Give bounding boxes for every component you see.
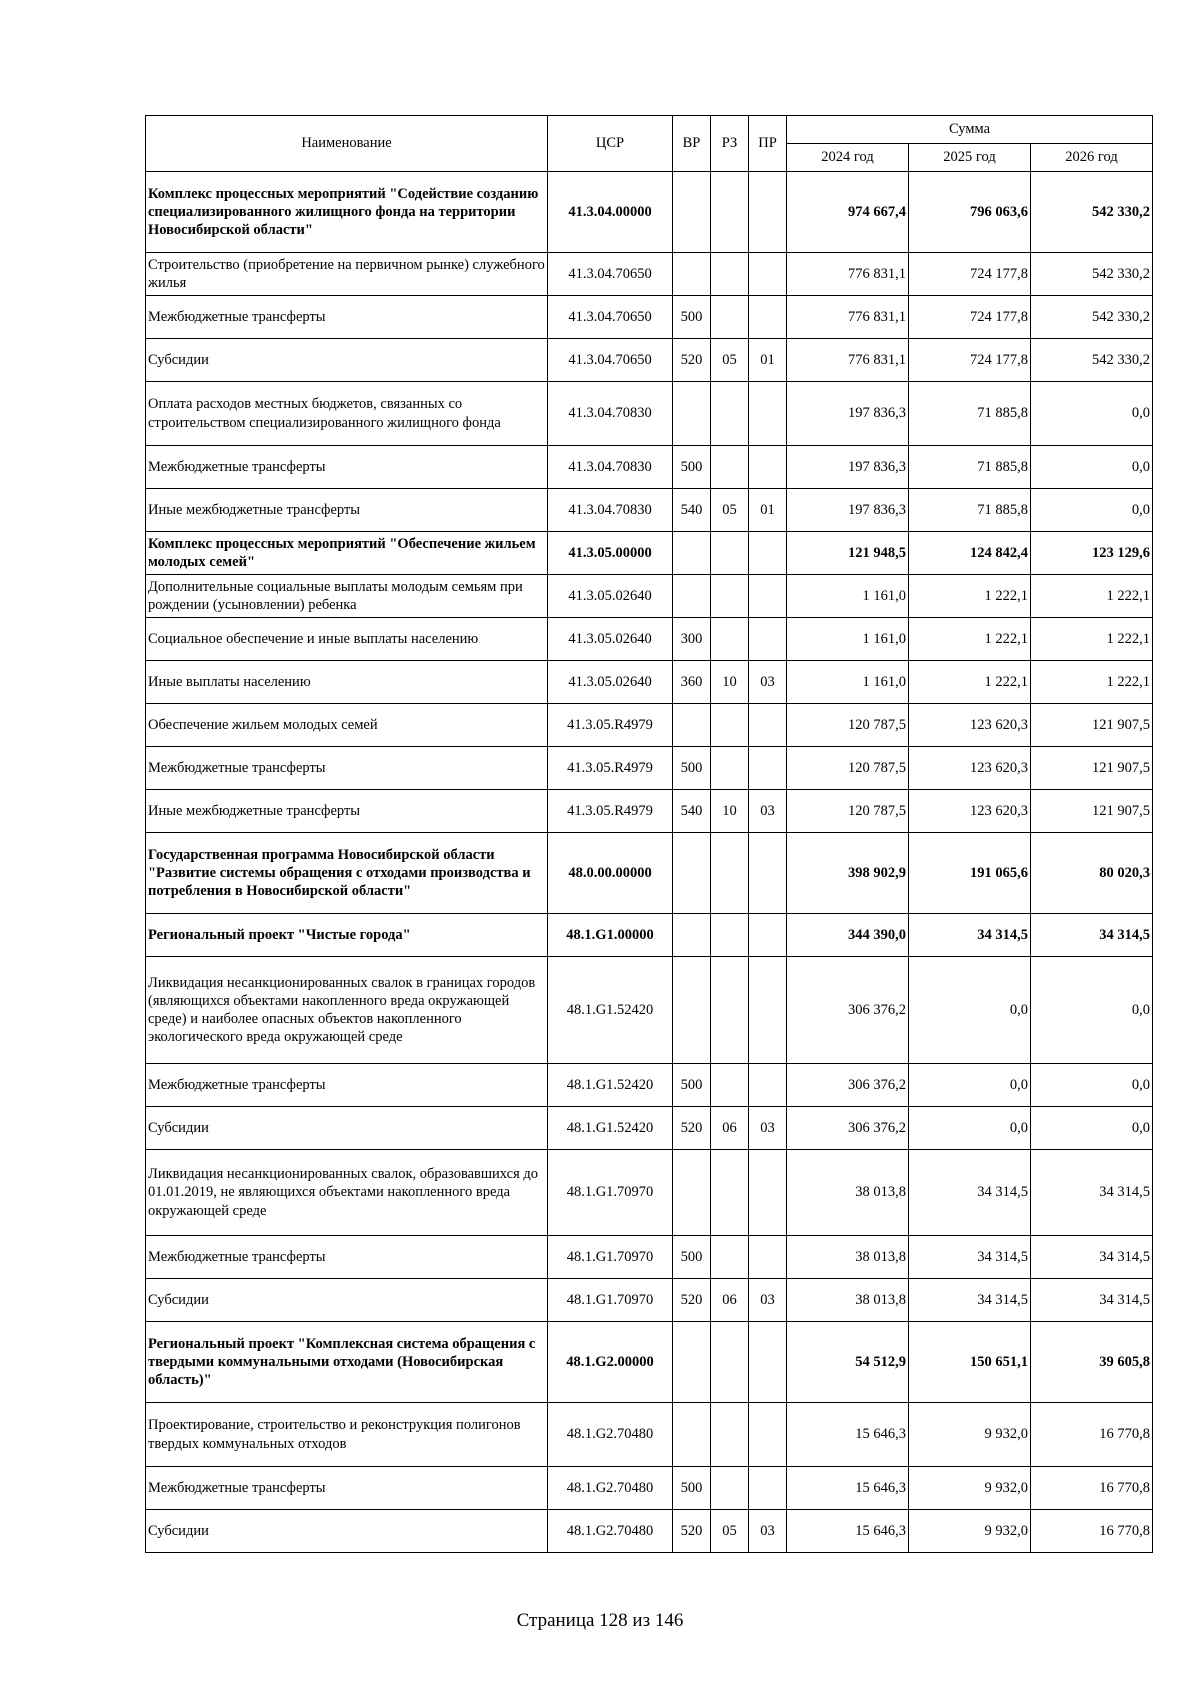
row-csr: 41.3.04.00000 [548, 172, 673, 253]
row-pr [749, 1236, 787, 1279]
row-pr [749, 1322, 787, 1403]
row-amount-2024: 54 512,9 [787, 1322, 909, 1403]
row-amount-2025: 1 222,1 [909, 618, 1031, 661]
row-amount-2025: 796 063,6 [909, 172, 1031, 253]
table-row [146, 1236, 1153, 1279]
table-row [146, 172, 1153, 253]
table-row [146, 446, 1153, 489]
row-amount-2026: 0,0 [1031, 1064, 1153, 1107]
row-vr [673, 833, 711, 914]
row-rz [711, 957, 749, 1064]
row-vr: 300 [673, 618, 711, 661]
row-rz [711, 704, 749, 747]
row-csr: 48.1.G1.52420 [548, 1064, 673, 1107]
header-name: Наименование [146, 116, 548, 172]
header-csr: ЦСР [548, 116, 673, 172]
table-body [146, 172, 1153, 1553]
row-vr [673, 382, 711, 446]
row-pr [749, 704, 787, 747]
row-amount-2024: 306 376,2 [787, 1064, 909, 1107]
row-csr: 41.3.05.02640 [548, 575, 673, 618]
row-csr: 48.1.G2.70480 [548, 1510, 673, 1553]
row-pr: 03 [749, 661, 787, 704]
row-amount-2025: 724 177,8 [909, 339, 1031, 382]
row-name: Региональный проект "Комплексная система обращения с твердыми коммунальными отходами (Новосибирская область)" [146, 1322, 548, 1403]
row-rz [711, 1403, 749, 1467]
row-pr [749, 1403, 787, 1467]
row-amount-2025: 9 932,0 [909, 1467, 1031, 1510]
row-pr: 03 [749, 1107, 787, 1150]
table-row [146, 704, 1153, 747]
row-pr [749, 1467, 787, 1510]
row-amount-2024: 1 161,0 [787, 575, 909, 618]
row-rz [711, 1236, 749, 1279]
table-row [146, 575, 1153, 618]
row-vr [673, 704, 711, 747]
table-row [146, 339, 1153, 382]
row-vr [673, 1150, 711, 1236]
row-name: Проектирование, строительство и реконструкция полигонов твердых коммунальных отходов [146, 1403, 548, 1467]
row-amount-2026: 121 907,5 [1031, 790, 1153, 833]
row-pr: 01 [749, 339, 787, 382]
row-pr [749, 382, 787, 446]
row-amount-2024: 398 902,9 [787, 833, 909, 914]
row-name: Иные межбюджетные трансферты [146, 489, 548, 532]
row-csr: 48.1.G1.52420 [548, 1107, 673, 1150]
row-amount-2024: 1 161,0 [787, 661, 909, 704]
row-vr: 500 [673, 747, 711, 790]
row-rz [711, 1467, 749, 1510]
row-rz [711, 618, 749, 661]
budget-table [145, 115, 1153, 1553]
row-name: Дополнительные социальные выплаты молодым семьям при рождении (усыновлении) ребенка [146, 575, 548, 618]
row-name: Оплата расходов местных бюджетов, связанных со строительством специализированного жилищного фонда [146, 382, 548, 446]
row-name: Комплекс процессных мероприятий "Содействие созданию специализированного жилищного фонда на территории Новосибирской области" [146, 172, 548, 253]
row-name: Субсидии [146, 1510, 548, 1553]
row-csr: 41.3.05.02640 [548, 661, 673, 704]
table-row [146, 1403, 1153, 1467]
row-name: Межбюджетные трансферты [146, 1467, 548, 1510]
row-amount-2026: 1 222,1 [1031, 661, 1153, 704]
row-pr [749, 1064, 787, 1107]
header-year-2024: 2024 год [787, 144, 909, 172]
row-amount-2026: 542 330,2 [1031, 253, 1153, 296]
row-name: Ликвидация несанкционированных свалок в границах городов (являющихся объектами накопленного вреда окружающей среде) и наиболее опасных объектов накопленного экологического вреда окружающей среде [146, 957, 548, 1064]
row-amount-2025: 71 885,8 [909, 382, 1031, 446]
table-row [146, 957, 1153, 1064]
row-csr: 41.3.04.70830 [548, 382, 673, 446]
row-csr: 41.3.04.70650 [548, 253, 673, 296]
row-rz [711, 1322, 749, 1403]
row-amount-2025: 124 842,4 [909, 532, 1031, 575]
row-amount-2026: 0,0 [1031, 382, 1153, 446]
table-row [146, 914, 1153, 957]
row-amount-2024: 1 161,0 [787, 618, 909, 661]
row-amount-2024: 15 646,3 [787, 1403, 909, 1467]
row-rz [711, 446, 749, 489]
row-rz [711, 382, 749, 446]
row-pr [749, 446, 787, 489]
row-amount-2025: 150 651,1 [909, 1322, 1031, 1403]
row-amount-2024: 120 787,5 [787, 704, 909, 747]
row-rz: 10 [711, 790, 749, 833]
row-pr [749, 253, 787, 296]
row-rz [711, 833, 749, 914]
table-row [146, 253, 1153, 296]
row-csr: 48.0.00.00000 [548, 833, 673, 914]
row-amount-2024: 306 376,2 [787, 1107, 909, 1150]
row-csr: 41.3.05.R4979 [548, 704, 673, 747]
row-vr: 500 [673, 1467, 711, 1510]
row-amount-2026: 121 907,5 [1031, 747, 1153, 790]
row-amount-2025: 0,0 [909, 957, 1031, 1064]
row-amount-2026: 39 605,8 [1031, 1322, 1153, 1403]
table-row [146, 1064, 1153, 1107]
row-csr: 41.3.05.02640 [548, 618, 673, 661]
row-amount-2024: 197 836,3 [787, 446, 909, 489]
row-name: Субсидии [146, 1107, 548, 1150]
row-pr [749, 833, 787, 914]
table-row [146, 382, 1153, 446]
row-vr [673, 1403, 711, 1467]
row-vr: 500 [673, 1064, 711, 1107]
row-pr [749, 747, 787, 790]
row-amount-2026: 34 314,5 [1031, 914, 1153, 957]
row-amount-2025: 34 314,5 [909, 1150, 1031, 1236]
row-amount-2025: 123 620,3 [909, 747, 1031, 790]
header-vr: ВР [673, 116, 711, 172]
row-amount-2025: 123 620,3 [909, 790, 1031, 833]
row-csr: 41.3.04.70650 [548, 339, 673, 382]
row-amount-2026: 0,0 [1031, 1107, 1153, 1150]
row-amount-2026: 0,0 [1031, 489, 1153, 532]
row-pr [749, 618, 787, 661]
row-vr [673, 172, 711, 253]
row-amount-2024: 38 013,8 [787, 1236, 909, 1279]
row-vr [673, 253, 711, 296]
row-name: Государственная программа Новосибирской области "Развитие системы обращения с отходами производства и потребления в Новосибирской области" [146, 833, 548, 914]
row-rz: 05 [711, 339, 749, 382]
row-amount-2024: 121 948,5 [787, 532, 909, 575]
row-vr: 520 [673, 1279, 711, 1322]
row-vr: 360 [673, 661, 711, 704]
header-year-2026: 2026 год [1031, 144, 1153, 172]
row-csr: 48.1.G1.70970 [548, 1279, 673, 1322]
row-name: Ликвидация несанкционированных свалок, образовавшихся до 01.01.2019, не являющихся объектами накопленного вреда окружающей среде [146, 1150, 548, 1236]
row-amount-2025: 1 222,1 [909, 661, 1031, 704]
row-pr [749, 575, 787, 618]
row-vr: 500 [673, 446, 711, 489]
row-amount-2025: 34 314,5 [909, 914, 1031, 957]
table-row [146, 661, 1153, 704]
row-csr: 48.1.G2.00000 [548, 1322, 673, 1403]
row-amount-2026: 16 770,8 [1031, 1510, 1153, 1553]
table-row [146, 1279, 1153, 1322]
row-amount-2025: 71 885,8 [909, 446, 1031, 489]
row-name: Иные выплаты населению [146, 661, 548, 704]
row-amount-2025: 9 932,0 [909, 1403, 1031, 1467]
row-amount-2025: 191 065,6 [909, 833, 1031, 914]
header-year-2025: 2025 год [909, 144, 1031, 172]
row-vr: 540 [673, 489, 711, 532]
row-csr: 48.1.G1.52420 [548, 957, 673, 1064]
row-amount-2024: 38 013,8 [787, 1150, 909, 1236]
row-amount-2026: 34 314,5 [1031, 1236, 1153, 1279]
row-rz [711, 914, 749, 957]
row-amount-2024: 306 376,2 [787, 957, 909, 1064]
row-name: Социальное обеспечение и иные выплаты населению [146, 618, 548, 661]
header-rz: РЗ [711, 116, 749, 172]
row-amount-2024: 120 787,5 [787, 747, 909, 790]
row-rz [711, 1150, 749, 1236]
row-amount-2026: 1 222,1 [1031, 618, 1153, 661]
row-amount-2025: 71 885,8 [909, 489, 1031, 532]
row-csr: 41.3.04.70830 [548, 446, 673, 489]
row-name: Строительство (приобретение на первичном рынке) служебного жилья [146, 253, 548, 296]
row-rz: 06 [711, 1107, 749, 1150]
row-pr [749, 957, 787, 1064]
row-rz: 06 [711, 1279, 749, 1322]
table-row [146, 1510, 1153, 1553]
row-rz [711, 532, 749, 575]
row-amount-2026: 1 222,1 [1031, 575, 1153, 618]
table-row [146, 833, 1153, 914]
row-amount-2024: 776 831,1 [787, 253, 909, 296]
row-csr: 48.1.G2.70480 [548, 1403, 673, 1467]
table-row [146, 747, 1153, 790]
row-amount-2025: 1 222,1 [909, 575, 1031, 618]
row-vr: 520 [673, 339, 711, 382]
row-pr: 01 [749, 489, 787, 532]
row-amount-2025: 34 314,5 [909, 1236, 1031, 1279]
row-amount-2024: 776 831,1 [787, 296, 909, 339]
row-rz [711, 172, 749, 253]
row-amount-2024: 120 787,5 [787, 790, 909, 833]
row-name: Межбюджетные трансферты [146, 747, 548, 790]
row-amount-2024: 197 836,3 [787, 382, 909, 446]
row-amount-2025: 34 314,5 [909, 1279, 1031, 1322]
row-name: Комплекс процессных мероприятий "Обеспечение жильем молодых семей" [146, 532, 548, 575]
page-number: Страница 128 из 146 [516, 1610, 684, 1631]
table-row [146, 296, 1153, 339]
header-sum: Сумма [787, 116, 1153, 144]
row-name: Региональный проект "Чистые города" [146, 914, 548, 957]
table-row [146, 532, 1153, 575]
row-amount-2026: 80 020,3 [1031, 833, 1153, 914]
row-amount-2026: 542 330,2 [1031, 339, 1153, 382]
row-name: Межбюджетные трансферты [146, 296, 548, 339]
row-rz [711, 747, 749, 790]
row-amount-2025: 123 620,3 [909, 704, 1031, 747]
row-name: Субсидии [146, 1279, 548, 1322]
row-rz: 05 [711, 489, 749, 532]
row-pr: 03 [749, 790, 787, 833]
row-vr [673, 532, 711, 575]
row-pr [749, 914, 787, 957]
row-amount-2026: 16 770,8 [1031, 1403, 1153, 1467]
row-name: Обеспечение жильем молодых семей [146, 704, 548, 747]
row-csr: 48.1.G2.70480 [548, 1467, 673, 1510]
row-amount-2024: 15 646,3 [787, 1467, 909, 1510]
row-amount-2025: 0,0 [909, 1107, 1031, 1150]
table-row [146, 790, 1153, 833]
row-vr: 520 [673, 1510, 711, 1553]
row-name: Субсидии [146, 339, 548, 382]
row-amount-2026: 121 907,5 [1031, 704, 1153, 747]
row-name: Межбюджетные трансферты [146, 1064, 548, 1107]
row-vr [673, 914, 711, 957]
table-row [146, 1150, 1153, 1236]
row-csr: 41.3.04.70830 [548, 489, 673, 532]
row-amount-2026: 0,0 [1031, 446, 1153, 489]
row-amount-2024: 974 667,4 [787, 172, 909, 253]
row-name: Межбюджетные трансферты [146, 446, 548, 489]
row-csr: 41.3.05.R4979 [548, 790, 673, 833]
row-name: Межбюджетные трансферты [146, 1236, 548, 1279]
row-amount-2026: 34 314,5 [1031, 1150, 1153, 1236]
row-csr: 48.1.G1.00000 [548, 914, 673, 957]
row-vr [673, 957, 711, 1064]
row-amount-2026: 542 330,2 [1031, 296, 1153, 339]
row-pr [749, 296, 787, 339]
row-amount-2025: 724 177,8 [909, 253, 1031, 296]
row-vr [673, 575, 711, 618]
row-vr [673, 1322, 711, 1403]
row-amount-2026: 16 770,8 [1031, 1467, 1153, 1510]
row-rz: 05 [711, 1510, 749, 1553]
row-amount-2025: 0,0 [909, 1064, 1031, 1107]
table-row [146, 1107, 1153, 1150]
row-amount-2024: 38 013,8 [787, 1279, 909, 1322]
row-csr: 41.3.05.R4979 [548, 747, 673, 790]
row-amount-2026: 0,0 [1031, 957, 1153, 1064]
row-vr: 500 [673, 296, 711, 339]
table-row [146, 1322, 1153, 1403]
row-rz [711, 253, 749, 296]
row-rz [711, 296, 749, 339]
row-name: Иные межбюджетные трансферты [146, 790, 548, 833]
row-vr: 500 [673, 1236, 711, 1279]
row-rz: 10 [711, 661, 749, 704]
row-vr: 520 [673, 1107, 711, 1150]
table-row [146, 1467, 1153, 1510]
row-rz [711, 575, 749, 618]
row-amount-2026: 542 330,2 [1031, 172, 1153, 253]
row-pr: 03 [749, 1510, 787, 1553]
row-amount-2024: 15 646,3 [787, 1510, 909, 1553]
row-pr [749, 172, 787, 253]
table-row [146, 489, 1153, 532]
row-pr: 03 [749, 1279, 787, 1322]
row-csr: 41.3.05.00000 [548, 532, 673, 575]
row-amount-2026: 123 129,6 [1031, 532, 1153, 575]
row-vr: 540 [673, 790, 711, 833]
table-row [146, 618, 1153, 661]
row-pr [749, 532, 787, 575]
row-csr: 41.3.04.70650 [548, 296, 673, 339]
row-amount-2024: 344 390,0 [787, 914, 909, 957]
row-csr: 48.1.G1.70970 [548, 1236, 673, 1279]
row-amount-2024: 197 836,3 [787, 489, 909, 532]
row-rz [711, 1064, 749, 1107]
row-amount-2025: 9 932,0 [909, 1510, 1031, 1553]
row-amount-2025: 724 177,8 [909, 296, 1031, 339]
row-pr [749, 1150, 787, 1236]
row-amount-2026: 34 314,5 [1031, 1279, 1153, 1322]
row-amount-2024: 776 831,1 [787, 339, 909, 382]
header-pr: ПР [749, 116, 787, 172]
row-csr: 48.1.G1.70970 [548, 1150, 673, 1236]
